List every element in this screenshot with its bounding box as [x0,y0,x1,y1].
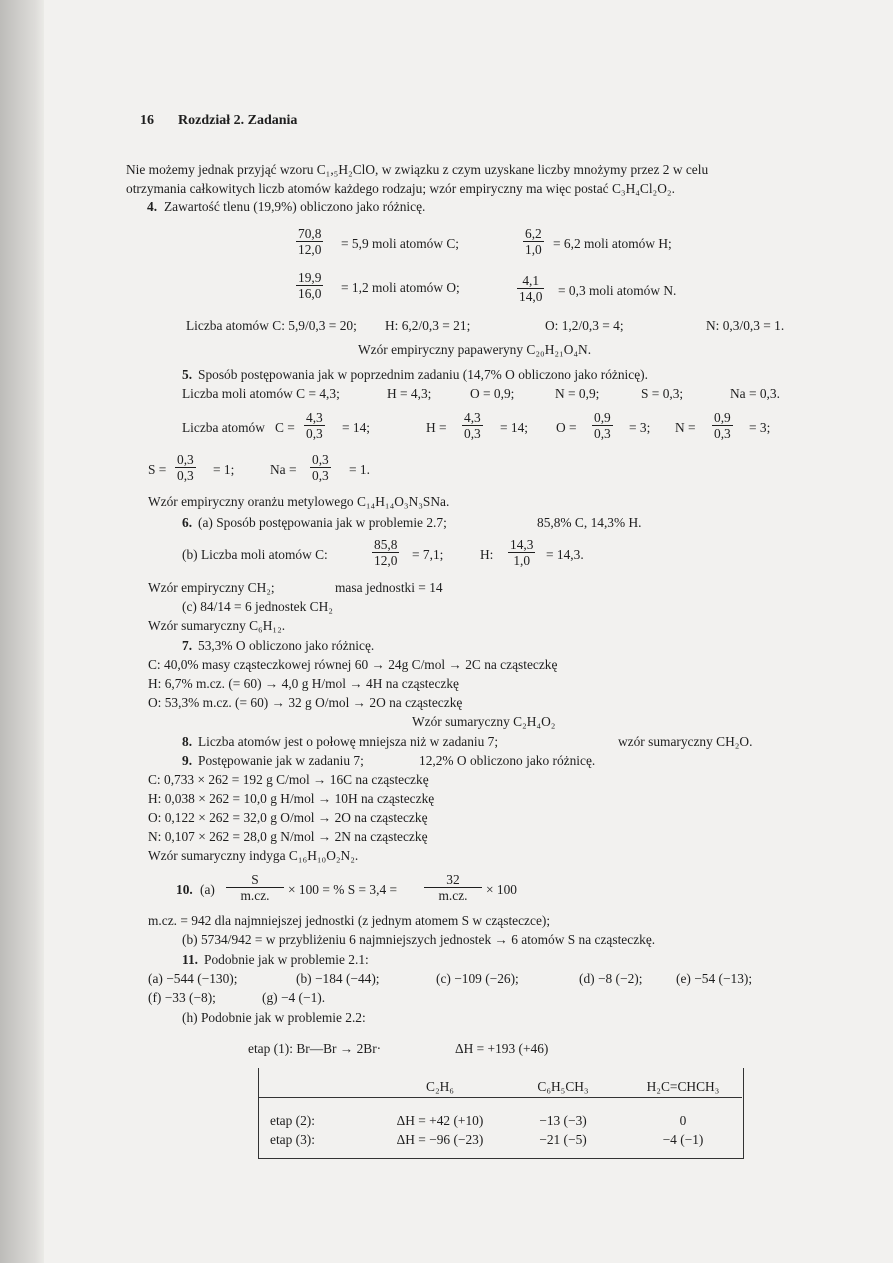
p6b-h-result: = 14,3. [546,547,584,562]
fraction-denominator: m.cz. [424,887,482,903]
fraction-denominator: 0,3 [464,426,481,441]
intro-line-1: Nie możemy jednak przyjąć wzoru C₁,₅H₂ClO, w związku z czym uzyskane liczby mnożymy przez 2 w celu [126,162,709,177]
p5-moles-na: Na = 0,3. [730,386,780,401]
p4-atoms-h: H: 6,2/0,3 = 21; [385,318,471,333]
fraction-numerator: 14,3 [510,537,534,552]
table-cell: ΔH = +42 (+10) [396,1113,484,1128]
fraction-numerator: 0,3 [177,452,194,467]
p4-atoms-n: N: 0,3/0,3 = 1. [706,318,785,333]
fraction-denominator: 12,0 [298,242,322,257]
p5-o-pre: O = [556,420,577,435]
problem-4-text: Zawartość tlenu (19,9%) obliczono jako różnicę. [164,199,426,214]
table-row-label: etap (3): [270,1132,315,1147]
problem-11-number: 11. [182,952,198,967]
p9-line-c: C: 0,733 × 262 = 192 g C/mol → 16C na cząsteczkę [148,772,429,787]
fraction-h-moles [523,226,544,257]
fraction-numerator: 6,2 [525,226,542,241]
fraction-n-moles [517,273,544,304]
p7-formula: Wzór sumaryczny C₂H₄O₂ [412,714,556,729]
p11-e: (e) −54 (−13); [676,971,753,986]
p5-moles-o: O = 0,9; [470,386,515,401]
p11-b: (b) −184 (−44); [296,971,380,986]
p11-f: (f) −33 (−8); [148,990,216,1005]
p5-moles-n: N = 0,9; [555,386,600,401]
p5-moles-h: H = 4,3; [387,386,432,401]
scan-edge [0,0,44,1263]
problem-7-text: 53,3% O obliczono jako różnicę. [198,638,375,653]
fraction-n-result: = 0,3 moli atomów N. [558,283,677,298]
fraction-c-result: = 5,9 moli atomów C; [341,236,460,251]
fraction-c-moles [296,226,323,257]
fraction-denominator: 14,0 [519,289,543,304]
p5-c-pre: C = [275,420,295,435]
p5-fraction-o [592,410,613,441]
p5-c-post: = 14; [342,420,371,435]
p6c-line: (c) 84/14 = 6 jednostek CH₂ [182,599,333,614]
fraction-numerator: 85,8 [374,537,398,552]
table-header-ethane: C₂H₆ [426,1079,454,1094]
problem-10a-label: (a) [200,882,215,897]
p5-fraction-s [175,452,196,483]
fraction-denominator: 0,3 [312,468,329,483]
problem-10-number: 10. [176,882,193,897]
fraction-denominator: 1,0 [525,242,542,257]
fraction-denominator: 16,0 [298,286,322,301]
problem-5-number: 5. [182,367,193,382]
fraction-numerator: 0,9 [714,410,731,425]
p6-unit-mass: masa jednostki = 14 [335,580,443,595]
p6b-fraction-c [372,537,399,568]
p5-s-pre: S = [148,462,167,477]
p10-line-3: (b) 5734/942 = w przybliżeniu 6 najmniejszych jednostek → 6 atomów S na cząsteczkę. [182,932,656,947]
p7-line-o: O: 53,3% m.cz. (= 60) → 32 g O/mol → 2O na cząsteczkę [148,695,463,710]
intro-line-2: otrzymania całkowitych liczb atomów każdego rodzaju; wzór empiryczny ma więc postać C₃H₄Cl₂O₂. [126,181,675,196]
p5-h-pre: H = [426,420,447,435]
p9-line-h: H: 0,038 × 262 = 10,0 g H/mol → 10H na cząsteczkę [148,791,435,806]
fraction-denominator: 12,0 [374,553,398,568]
p9-line-n: N: 0,107 × 262 = 28,0 g N/mol → 2N na cząsteczkę [148,829,428,844]
fraction-numerator: 70,8 [298,226,322,241]
p11-step-1: etap (1): Br—Br → 2Br· [248,1041,382,1056]
fraction-numerator: 4,3 [306,410,323,425]
p10-equation: × 100 = % S = 3,4 = [288,882,398,897]
p6-molecular: Wzór sumaryczny C₆H₁₂. [148,618,286,633]
p5-atoms-label: Liczba atomów [182,420,265,435]
fraction-h-result: = 6,2 moli atomów H; [553,236,672,251]
p6-empirical: Wzór empiryczny CH₂; [148,580,275,595]
p6b-fraction-h [508,537,535,568]
problem-8-text: Liczba atomów jest o połowę mniejsza niż w zadaniu 7; [198,734,499,749]
p11-g: (g) −4 (−1). [262,990,326,1005]
p5-o-post: = 3; [629,420,651,435]
table-header-toluene: C₆H₅CH₃ [537,1079,589,1094]
fraction-numerator: 0,3 [312,452,329,467]
p10-tail: × 100 [486,882,517,897]
table-header-rule [258,1097,742,1098]
p4-empirical-formula: Wzór empiryczny papaweryny C₂₀H₂₁O₄N. [358,342,592,357]
problem-9-number: 9. [182,753,193,768]
p6b-c-result: = 7,1; [412,547,444,562]
fraction-numerator: 4,3 [464,410,481,425]
fraction-denominator: 0,3 [177,468,194,483]
table-cell: −13 (−3) [539,1113,587,1128]
p5-fraction-h [462,410,483,441]
p10-fraction-s [226,872,284,903]
p9-formula: Wzór sumaryczny indyga C₁₆H₁₀O₂N₂. [148,848,359,863]
fraction-numerator: 0,9 [594,410,611,425]
fraction-numerator: 4,1 [522,273,540,288]
problem-4-number: 4. [147,199,158,214]
fraction-denominator: m.cz. [226,887,284,903]
problem-6a-text: (a) Sposób postępowania jak w problemie 2.7; [198,515,447,530]
page-number: 16 [140,113,154,128]
fraction-denominator: 0,3 [594,426,611,441]
table-row-label: etap (2): [270,1113,315,1128]
problem-11-text: Podobnie jak w problemie 2.1: [204,952,369,967]
table-header-propene: H₂C=CHCH₃ [646,1079,720,1094]
problem-8-number: 8. [182,734,193,749]
table-cell: −4 (−1) [662,1132,704,1147]
problem-7-number: 7. [182,638,193,653]
fraction-denominator: 1,0 [508,552,535,568]
p5-na-pre: Na = [270,462,297,477]
p7-line-h: H: 6,7% m.cz. (= 60) → 4,0 g H/mol → 4H na cząsteczkę [148,676,459,691]
p5-empirical-formula: Wzór empiryczny oranżu metylowego C₁₄H₁₄O₃N₃SNa. [148,494,450,509]
table-cell: ΔH = −96 (−23) [396,1132,484,1147]
p5-fraction-na [310,452,331,483]
fraction-o-result: = 1,2 moli atomów O; [341,280,460,295]
p5-fraction-n [712,410,733,441]
running-header: Rozdział 2. Zadania [178,113,298,128]
p10-line-2: m.cz. = 942 dla najmniejszej jednostki (z jednym atomem S w cząsteczce); [148,913,551,928]
fraction-o-moles [296,270,323,301]
problem-9-text: Postępowanie jak w zadaniu 7; [198,753,364,768]
p5-moles-s: S = 0,3; [641,386,684,401]
problem-9-extra: 12,2% O obliczono jako różnicę. [419,753,596,768]
fraction-numerator: 32 [446,872,460,887]
problem-5-text: Sposób postępowania jak w poprzednim zadaniu (14,7% O obliczono jako różnicę). [198,367,648,382]
table-cell: 0 [679,1113,687,1128]
problem-6a-values: 85,8% C, 14,3% H. [537,515,642,530]
p5-s-post: = 1; [213,462,235,477]
p11-c: (c) −109 (−26); [436,971,519,986]
fraction-denominator: 0,3 [714,426,731,441]
p7-line-c: C: 40,0% masy cząsteczkowej równej 60 → 24g C/mol → 2C na cząsteczkę [148,657,558,672]
p5-h-post: = 14; [500,420,529,435]
p6b-h-label: H: [480,547,494,562]
p5-na-post: = 1. [349,462,370,477]
problem-6-number: 6. [182,515,193,530]
p5-moles-c: Liczba moli atomów C = 4,3; [182,386,340,401]
p5-n-post: = 3; [749,420,771,435]
table-cell: −21 (−5) [539,1132,587,1147]
p11-h: (h) Podobnie jak w problemie 2.2: [182,1010,366,1025]
p5-n-pre: N = [675,420,696,435]
fraction-denominator: 0,3 [306,426,323,441]
p6b-label: (b) Liczba moli atomów C: [182,547,328,562]
p9-line-o: O: 0,122 × 262 = 32,0 g O/mol → 2O na cząsteczkę [148,810,428,825]
p5-fraction-c [304,410,325,441]
p11-a: (a) −544 (−130); [148,971,238,986]
p10-fraction-32 [424,872,482,903]
fraction-numerator: 19,9 [298,270,322,285]
p11-d: (d) −8 (−2); [579,971,643,986]
p4-atoms-c: Liczba atomów C: 5,9/0,3 = 20; [186,318,357,333]
p11-step-1-dh: ΔH = +193 (+46) [455,1041,549,1056]
fraction-numerator: S [251,872,259,887]
p4-atoms-o: O: 1,2/0,3 = 4; [545,318,624,333]
problem-8-formula: wzór sumaryczny CH₂O. [618,734,753,749]
